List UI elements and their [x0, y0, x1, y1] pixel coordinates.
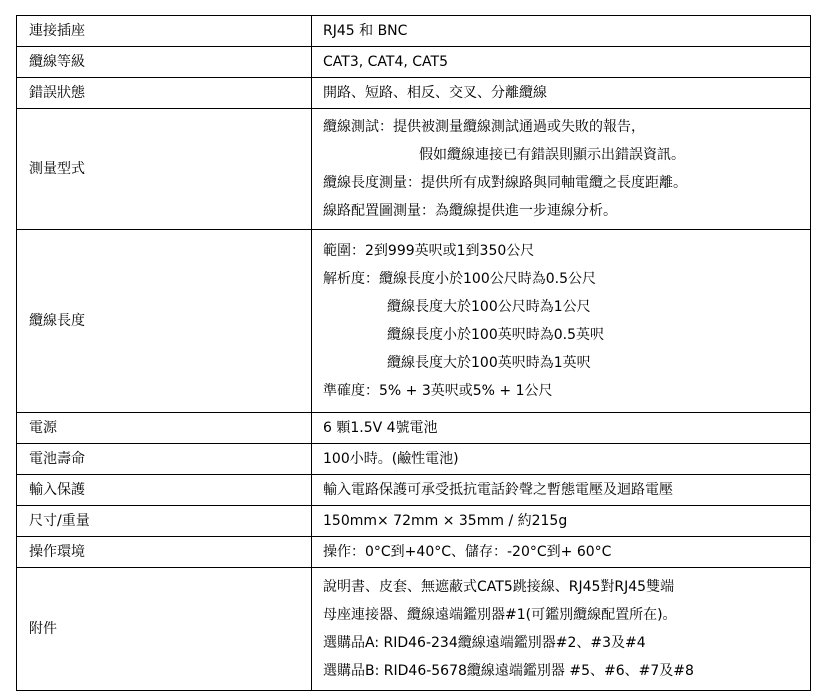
row-value-operating-env [312, 537, 811, 568]
row-value-cable-length [312, 230, 811, 413]
table-row [17, 78, 811, 109]
row-value-power [312, 413, 811, 444]
table-row [17, 568, 811, 691]
value-line: 選購品B: RID46-5678纜線遠端鑑別器 #5、#6、#7及#8 [323, 663, 694, 679]
value-line: 線路配置圖測量：為纜線提供進一步連線分析。 [323, 203, 617, 219]
value-line: 說明書、皮套、無遮蔽式CAT5跳接線、RJ45對RJ45雙端 [323, 579, 675, 595]
value-line: 纜線長度大於100英呎時為1英呎 [387, 355, 591, 371]
value-line: 6 顆1.5V 4號電池 [323, 420, 438, 436]
row-label-error-status: 錯誤狀態 [17, 78, 312, 109]
table-row [17, 230, 811, 413]
table-row [17, 475, 811, 506]
row-value-battery-life [312, 444, 811, 475]
value-line: RJ45 和 BNC [323, 23, 408, 39]
row-label-power: 電源 [17, 413, 312, 444]
row-value-measure-type [312, 109, 811, 230]
value-line: 解析度：纜線長度小於100公尺時為0.5公尺 [323, 271, 596, 287]
row-label-cable-length: 纜線長度 [17, 230, 312, 413]
row-value-accessories [312, 568, 811, 691]
table-row [17, 413, 811, 444]
value-line: 準確度：5% + 3英呎或5% + 1公尺 [323, 383, 553, 399]
table-row [17, 537, 811, 568]
value-line: 150mm× 72mm × 35mm / 約215g [323, 513, 568, 529]
value-line: 假如纜線連接已有錯誤則顯示出錯誤資訊。 [419, 147, 685, 163]
table-row [17, 444, 811, 475]
table-row [17, 16, 811, 47]
row-label-measure-type: 測量型式 [17, 109, 312, 230]
row-label-size-weight: 尺寸/重量 [17, 506, 312, 537]
value-line: 操作：0°C到+40°C、儲存：-20°C到+ 60°C [323, 544, 612, 560]
value-line: 選購品A: RID46-234纜線遠端鑑別器#2、#3及#4 [323, 635, 646, 651]
value-line: 範圍：2到999英呎或1到350公尺 [323, 243, 535, 259]
table-row [17, 109, 811, 230]
row-label-cable-grade: 纜線等級 [17, 47, 312, 78]
row-label-input-protection: 輸入保護 [17, 475, 312, 506]
row-label-connector: 連接插座 [17, 16, 312, 47]
row-label-battery-life: 電池壽命 [17, 444, 312, 475]
value-line: 100小時。(鹼性電池) [323, 451, 459, 467]
value-line: 纜線測試：提供被測量纜線測試通過或失敗的報告， [323, 119, 645, 135]
row-value-size-weight [312, 506, 811, 537]
value-line: 纜線長度測量：提供所有成對線路與同軸電纜之長度距離。 [323, 175, 687, 191]
row-value-error-status [312, 78, 811, 109]
value-line: 纜線長度大於100公尺時為1公尺 [387, 299, 591, 315]
row-value-cable-grade [312, 47, 811, 78]
value-line: 纜線長度小於100英呎時為0.5英呎 [387, 327, 604, 343]
value-line: 開路、短路、相反、交叉、分離纜線 [323, 85, 547, 101]
row-value-input-protection [312, 475, 811, 506]
row-label-operating-env: 操作環境 [17, 537, 312, 568]
value-line: CAT3, CAT4, CAT5 [323, 54, 448, 70]
table-row [17, 506, 811, 537]
value-line: 母座連接器、纜線遠端鑑別器#1(可鑑別纜線配置所在)。 [323, 607, 677, 623]
row-value-connector [312, 16, 811, 47]
row-label-accessories: 附件 [17, 568, 312, 691]
value-line: 輸入電路保護可承受抵抗電話鈴聲之暫態電壓及迴路電壓 [323, 482, 673, 498]
spec-table [16, 15, 811, 691]
table-row [17, 47, 811, 78]
